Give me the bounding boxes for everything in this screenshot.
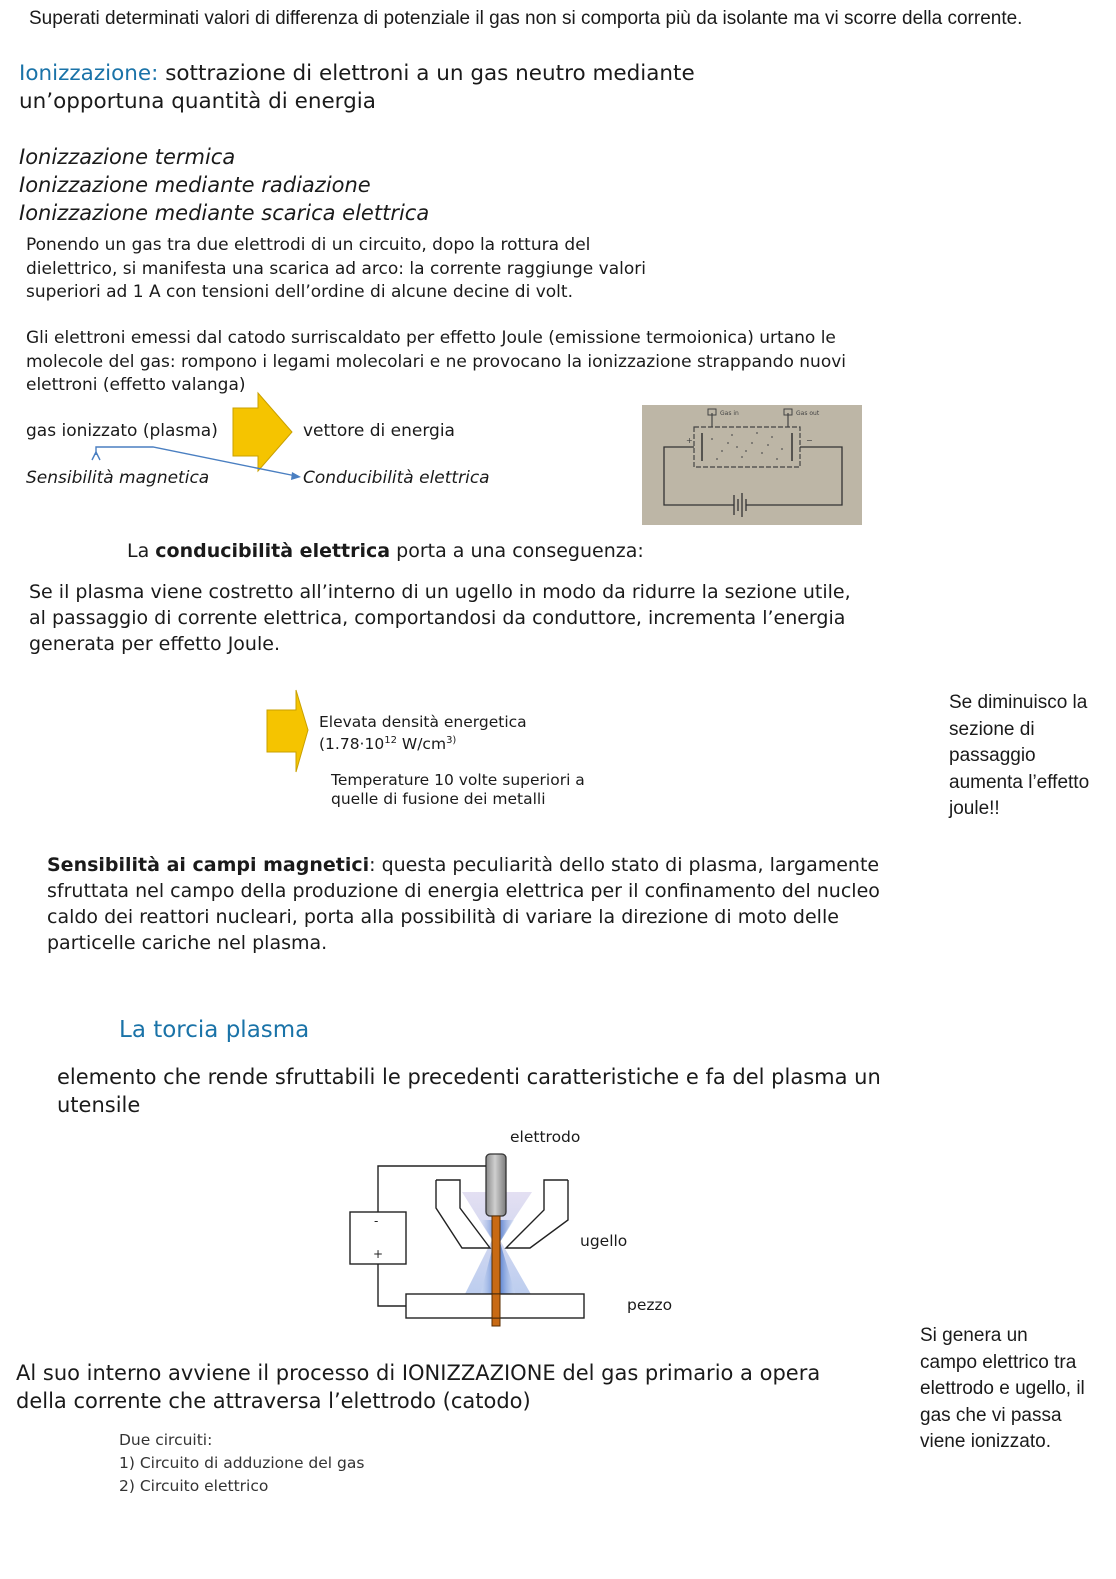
arrow-right-icon [291, 472, 301, 480]
paragraph-arc: Ponendo un gas tra due elettrodi di un circuito, dopo la rottura del dielettrico, si manifesta una scarica ad arco: la corrente raggiunge valori superiori ad 1 A con tensioni dell’ordine di alcune decine di volt. [26, 235, 646, 302]
paragraph-ugello: Se il plasma viene costretto all’interno di un ugello in modo da ridurre la sezione utile, al passaggio di corrente elettrica, comportandosi da conduttore, incrementa l’energia generata per effetto Joule. [29, 581, 851, 655]
energy-line1: Elevata densità energetica [319, 713, 527, 731]
energy-value: ($1.78\cdot 10^{12}$ $W/cm^{3)}$ [319, 735, 457, 754]
energy-arrow [265, 688, 310, 774]
paragraph-electrons: Gli elettroni emessi dal catodo surriscaldato per effetto Joule (emissione termoionica) urtano le molecole del gas: rompono i legami molecolari e ne provocano la ionizzazione strappando nuovi elettroni (effetto valanga) [26, 328, 847, 395]
paragraph-sensibilita: Sensibilità ai campi magnetici: questa peculiarità dello stato di plasma, largamente sfruttata nel campo della produzione di energia elettrica per il confinamento del nucleo caldo dei reattori nucleari, porta alla possibilità di variare la direzione di moto delle particelle cariche nel plasma. [47, 854, 880, 954]
yellow-arrow-icon [233, 393, 292, 471]
ionizzazione-term: Ionizzazione: [19, 61, 159, 86]
photo-background [642, 405, 862, 525]
type-termica: Ionizzazione termica [19, 145, 236, 169]
torcia-title: La torcia plasma [119, 1017, 310, 1043]
label-gas-ionizzato: gas ionizzato (plasma) [26, 421, 218, 441]
plus-label: + [686, 436, 693, 445]
label-elettrodo: elettrodo [510, 1128, 581, 1146]
paragraph-interno: Al suo interno avviene il processo di IONIZZAZIONE del gas primario a opera della corrente che attraversa l’elettrodo (catodo) [16, 1361, 821, 1413]
yellow-arrow-icon [267, 690, 308, 772]
supply-plus: + [373, 1247, 384, 1261]
circuit-wire-bottom [378, 1264, 406, 1306]
circuit-item-2: 2) Circuito elettrico [119, 1477, 269, 1495]
circuit-item-1: 1) Circuito di adduzione del gas [119, 1454, 365, 1472]
circuits-list [119, 1429, 364, 1498]
side-note-campo: Si genera un campo elettrico tra elettrodo e ugello, il gas che vi passa viene ionizzato. [920, 1325, 1085, 1452]
electrode-icon [486, 1154, 506, 1216]
arrow-up-icon [92, 452, 100, 460]
conducibilita-sentence: La conducibilità elettrica porta a una conseguenza: [127, 540, 644, 562]
energy-temperature: Temperature 10 volte superiori a quelle di fusione dei metalli [331, 771, 585, 808]
label-vettore-energia: vettore di energia [303, 421, 455, 441]
side-note-joule: Se diminuisco la sezione di passaggio aumenta l’effetto joule!! [949, 692, 1090, 819]
gas-out-label: Gas out [796, 410, 820, 417]
type-radiazione: Ionizzazione mediante radiazione [19, 173, 371, 197]
torcia-description: elemento che rende sfruttabili le precedenti caratteristiche e fa del plasma un utensile [57, 1065, 881, 1117]
conducibilita-bold: conducibilità elettrica [155, 540, 391, 562]
supply-minus: - [374, 1214, 379, 1228]
gas-in-label: Gas in [720, 410, 739, 417]
label-ugello: ugello [580, 1232, 628, 1250]
label-conducibilita-elettrica: Conducibilità elettrica [303, 468, 490, 488]
circuits-title: Due circuiti: [119, 1431, 213, 1449]
discharge-tube-photo [642, 405, 862, 525]
ionizzazione-definition [19, 60, 719, 116]
circuit-wire-top [378, 1166, 486, 1212]
label-sensibilita-magnetica: Sensibilità magnetica [26, 468, 210, 488]
intro-text: Superati determinati valori di differenza di potenziale il gas non si comporta più da isolante ma vi scorre della corrente. [29, 8, 1023, 29]
ionizzazione-text: sottrazione di elettroni a un gas neutro mediante un’opportuna quantità di energia [19, 61, 695, 114]
minus-label: − [806, 436, 813, 445]
label-pezzo: pezzo [627, 1296, 673, 1314]
type-scarica: Ionizzazione mediante scarica elettrica [19, 201, 430, 225]
sensibilita-bold: Sensibilità ai campi magnetici [47, 854, 370, 876]
